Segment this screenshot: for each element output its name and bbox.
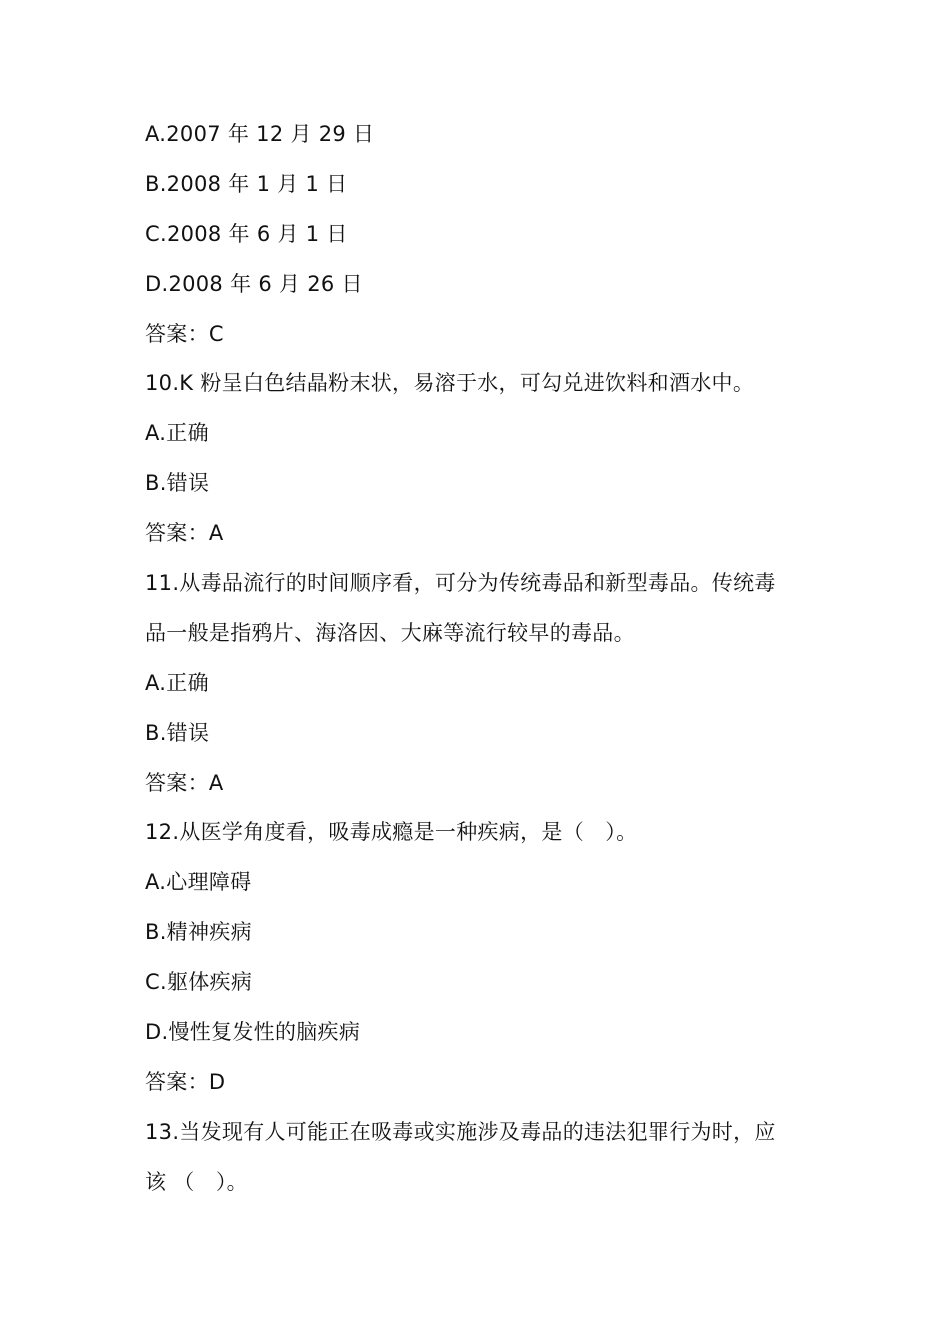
question-10: 10.K 粉呈白色结晶粉末状，易溶于水，可勾兑进饮料和酒水中。	[145, 371, 755, 396]
question-13-line-1: 13.当发现有人可能正在吸毒或实施涉及毒品的违法犯罪行为时，应	[145, 1119, 776, 1144]
document-body	[145, 110, 815, 1208]
question-11-line-2: 品一般是指鸦片、海洛因、大麻等流行较早的毒品。	[145, 620, 635, 645]
option-a-q9: A.2007 年 12 月 29 日	[145, 122, 375, 146]
question-11-line-1: 11.从毒品流行的时间顺序看，可分为传统毒品和新型毒品。传统毒	[145, 571, 776, 596]
answer-q10: 答案：A	[145, 521, 224, 546]
option-a-q11: A.正确	[145, 670, 209, 695]
answer-q9: 答案：C	[145, 321, 224, 346]
option-b-q10: B.错误	[145, 471, 210, 496]
option-a-q10: A.正确	[145, 421, 209, 446]
answer-q12: 答案：D	[145, 1069, 226, 1094]
option-b-q12: B.精神疾病	[145, 920, 252, 945]
option-c-q12: C.躯体疾病	[145, 970, 253, 995]
answer-q11: 答案：A	[145, 770, 224, 795]
question-13-line-2: 该 （ ）。	[145, 1169, 248, 1194]
option-d-q9: D.2008 年 6 月 26 日	[145, 271, 363, 296]
question-12: 12.从医学角度看，吸毒成瘾是一种疾病，是（ ）。	[145, 820, 638, 845]
option-c-q9: C.2008 年 6 月 1 日	[145, 221, 348, 246]
option-a-q12: A.心理障碍	[145, 870, 252, 895]
option-b-q9: B.2008 年 1 月 1 日	[145, 171, 348, 196]
option-b-q11: B.错误	[145, 720, 210, 745]
option-d-q12: D.慢性复发性的脑疾病	[145, 1020, 361, 1045]
